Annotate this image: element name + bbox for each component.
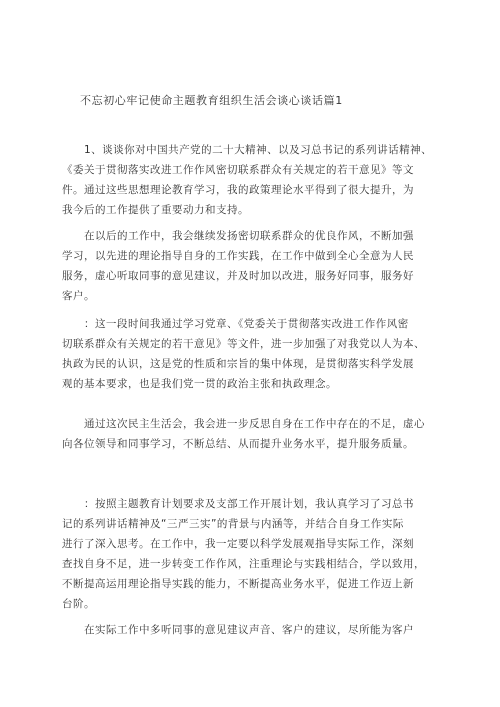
paragraph-4 [62, 414, 442, 454]
paragraph-6 [62, 620, 442, 640]
paragraph-line: 《委关于贯彻落实改进工作作风密切联系群众有关规定的若干意见》等文 [62, 164, 414, 176]
paragraph-line: 件。通过这些思想理论教育学习，我的政策理论水平得到了很大提升，为 [62, 184, 414, 196]
document-title: 不忘初心牢记使命主题教育组织生活会谈心谈话篇1 [80, 94, 343, 107]
paragraph-line: 记的系列讲话精神及“三严三实”的背景与内涵等，并结合自身工作实际 [62, 518, 404, 530]
paragraph-line: 观的基本要求，也是我们党一贯的政治主张和执政理念。 [62, 378, 337, 390]
paragraph-line: 学习，以先进的理论指导自身的工作实践，在工作中做到全心全意为人民 [62, 250, 414, 262]
paragraph-line: 不断提高运用理论指导实践的能力，不断提高业务水平，促进工作迈上新 [62, 578, 414, 590]
paragraph-line: 1、谈谈你对中国共产党的二十大精神、以及习总书记的系列讲话精神、 [84, 144, 433, 156]
paragraph-line: ：按照主题教育计划要求及支部工作开展计划，我认真学习了习总书 [84, 498, 414, 510]
paragraph-line: 查找自身不足，进一步转变工作作风，注重理论与实践相结合，学以致用， [62, 558, 425, 570]
paragraph-line: 在以后的工作中，我会继续发扬密切联系群众的优良作风，不断加强 [84, 230, 414, 242]
paragraph-line: 我今后的工作提供了重要动力和支持。 [62, 204, 249, 216]
paragraph-line: 切联系群众有关规定的若干意见》等文件，进一步加强了对我党以人为本、 [62, 338, 425, 350]
paragraph-2 [62, 226, 442, 306]
paragraph-line: 进行了深入思考。在工作中，我一定要以科学发展观指导实际工作，深刻 [62, 538, 414, 550]
paragraph-5 [62, 494, 442, 614]
paragraph-3 [62, 314, 442, 394]
paragraph-line: 通过这次民主生活会，我会进一步反思自身在工作中存在的不足，虚心 [84, 418, 425, 430]
paragraph-line: 向各位领导和同事学习，不断总结、从而提升业务水平，提升服务质量。 [62, 438, 414, 450]
paragraph-1 [62, 140, 442, 220]
paragraph-line: 服务，虚心听取同事的意见建议，并及时加以改进，服务好同事，服务好 [62, 270, 414, 282]
paragraph-line: 客户。 [62, 290, 95, 302]
paragraph-line: 台阶。 [62, 598, 95, 610]
paragraph-line: ：这一段时间我通过学习党章、《党委关于贯彻落实改进工作作风密 [84, 318, 409, 330]
paragraph-line: 执政为民的认识，这是党的性质和宗旨的集中体现，是贯彻落实科学发展 [62, 358, 414, 370]
paragraph-line: 在实际工作中多听同事的意见建议声音、客户的建议，尽所能为客户 [84, 624, 414, 636]
